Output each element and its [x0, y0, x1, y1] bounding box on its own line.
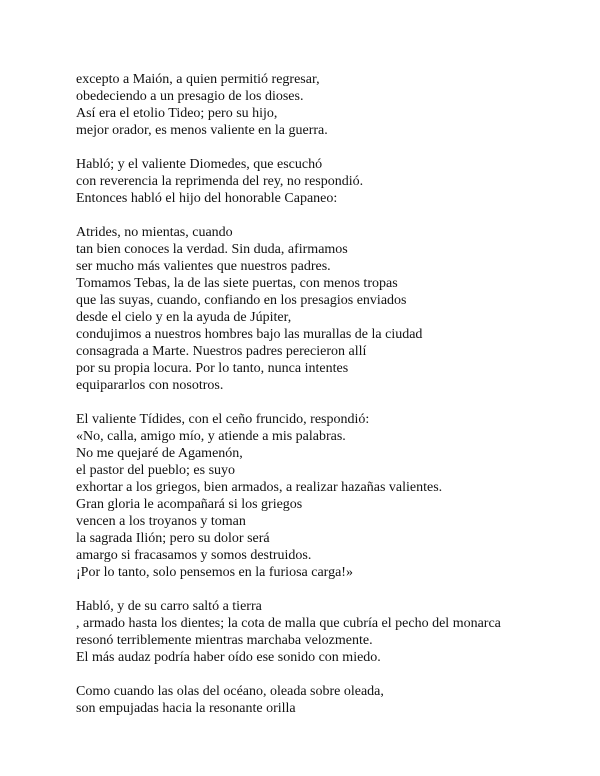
text-line: El más audaz podría haber oído ese sonido con miedo. [76, 650, 381, 665]
text-line: por su propia locura. Por lo tanto, nunca intentes [76, 361, 349, 376]
stanza-4 [76, 411, 576, 581]
stanza-6 [76, 683, 576, 717]
stanza-2 [76, 156, 576, 207]
text-line: Como cuando las olas del océano, oleada sobre oleada, [76, 684, 384, 699]
text-line: resonó terriblemente mientras marchaba velozmente. [76, 633, 373, 648]
text-line: con reverencia la reprimenda del rey, no respondió. [76, 174, 364, 189]
stanza-1 [76, 71, 576, 139]
text-line: No me quejaré de Agamenón, [76, 446, 243, 461]
text-line: El valiente Tídides, con el ceño fruncido, respondió: [76, 412, 370, 427]
text-line: que las suyas, cuando, confiando en los presagios enviados [76, 293, 407, 308]
stanza-3 [76, 224, 576, 394]
text-line: obedeciendo a un presagio de los dioses. [76, 89, 304, 104]
text-line: Tomamos Tebas, la de las siete puertas, con menos tropas [76, 276, 398, 291]
text-line: consagrada a Marte. Nuestros padres perecieron allí [76, 344, 367, 359]
text-line: condujimos a nuestros hombres bajo las murallas de la ciudad [76, 327, 423, 342]
text-line: mejor orador, es menos valiente en la guerra. [76, 123, 328, 138]
text-line: ser mucho más valientes que nuestros padres. [76, 259, 331, 274]
stanza-5 [76, 598, 576, 666]
text-line: desde el cielo y en la ayuda de Júpiter, [76, 310, 292, 325]
text-line: «No, calla, amigo mío, y atiende a mis palabras. [76, 429, 346, 444]
text-line: vencen a los troyanos y toman [76, 514, 246, 529]
text-line: amargo si fracasamos y somos destruidos. [76, 548, 312, 563]
text-line: son empujadas hacia la resonante orilla [76, 701, 296, 716]
text-line: excepto a Maión, a quien permitió regresar, [76, 72, 320, 87]
text-line: equipararlos con nosotros. [76, 378, 224, 393]
text-line: Gran gloria le acompañará si los griegos [76, 497, 303, 512]
text-line: la sagrada Ilión; pero su dolor será [76, 531, 270, 546]
text-line: Habló, y de su carro saltó a tierra [76, 599, 262, 614]
text-line: exhortar a los griegos, bien armados, a realizar hazañas valientes. [76, 480, 443, 495]
text-line: tan bien conoces la verdad. Sin duda, afirmamos [76, 242, 348, 257]
text-line: Así era el etolio Tideo; pero su hijo, [76, 106, 278, 121]
text-line: ¡Por lo tanto, solo pensemos en la furiosa carga!» [76, 565, 353, 580]
poem-text [76, 71, 576, 734]
text-line: el pastor del pueblo; es suyo [76, 463, 236, 478]
text-line: , armado hasta los dientes; la cota de malla que cubría el pecho del monarca [76, 616, 501, 631]
text-line: Habló; y el valiente Diomedes, que escuchó [76, 157, 323, 172]
text-line: Atrides, no mientas, cuando [76, 225, 233, 240]
text-line: Entonces habló el hijo del honorable Capaneo: [76, 191, 338, 206]
